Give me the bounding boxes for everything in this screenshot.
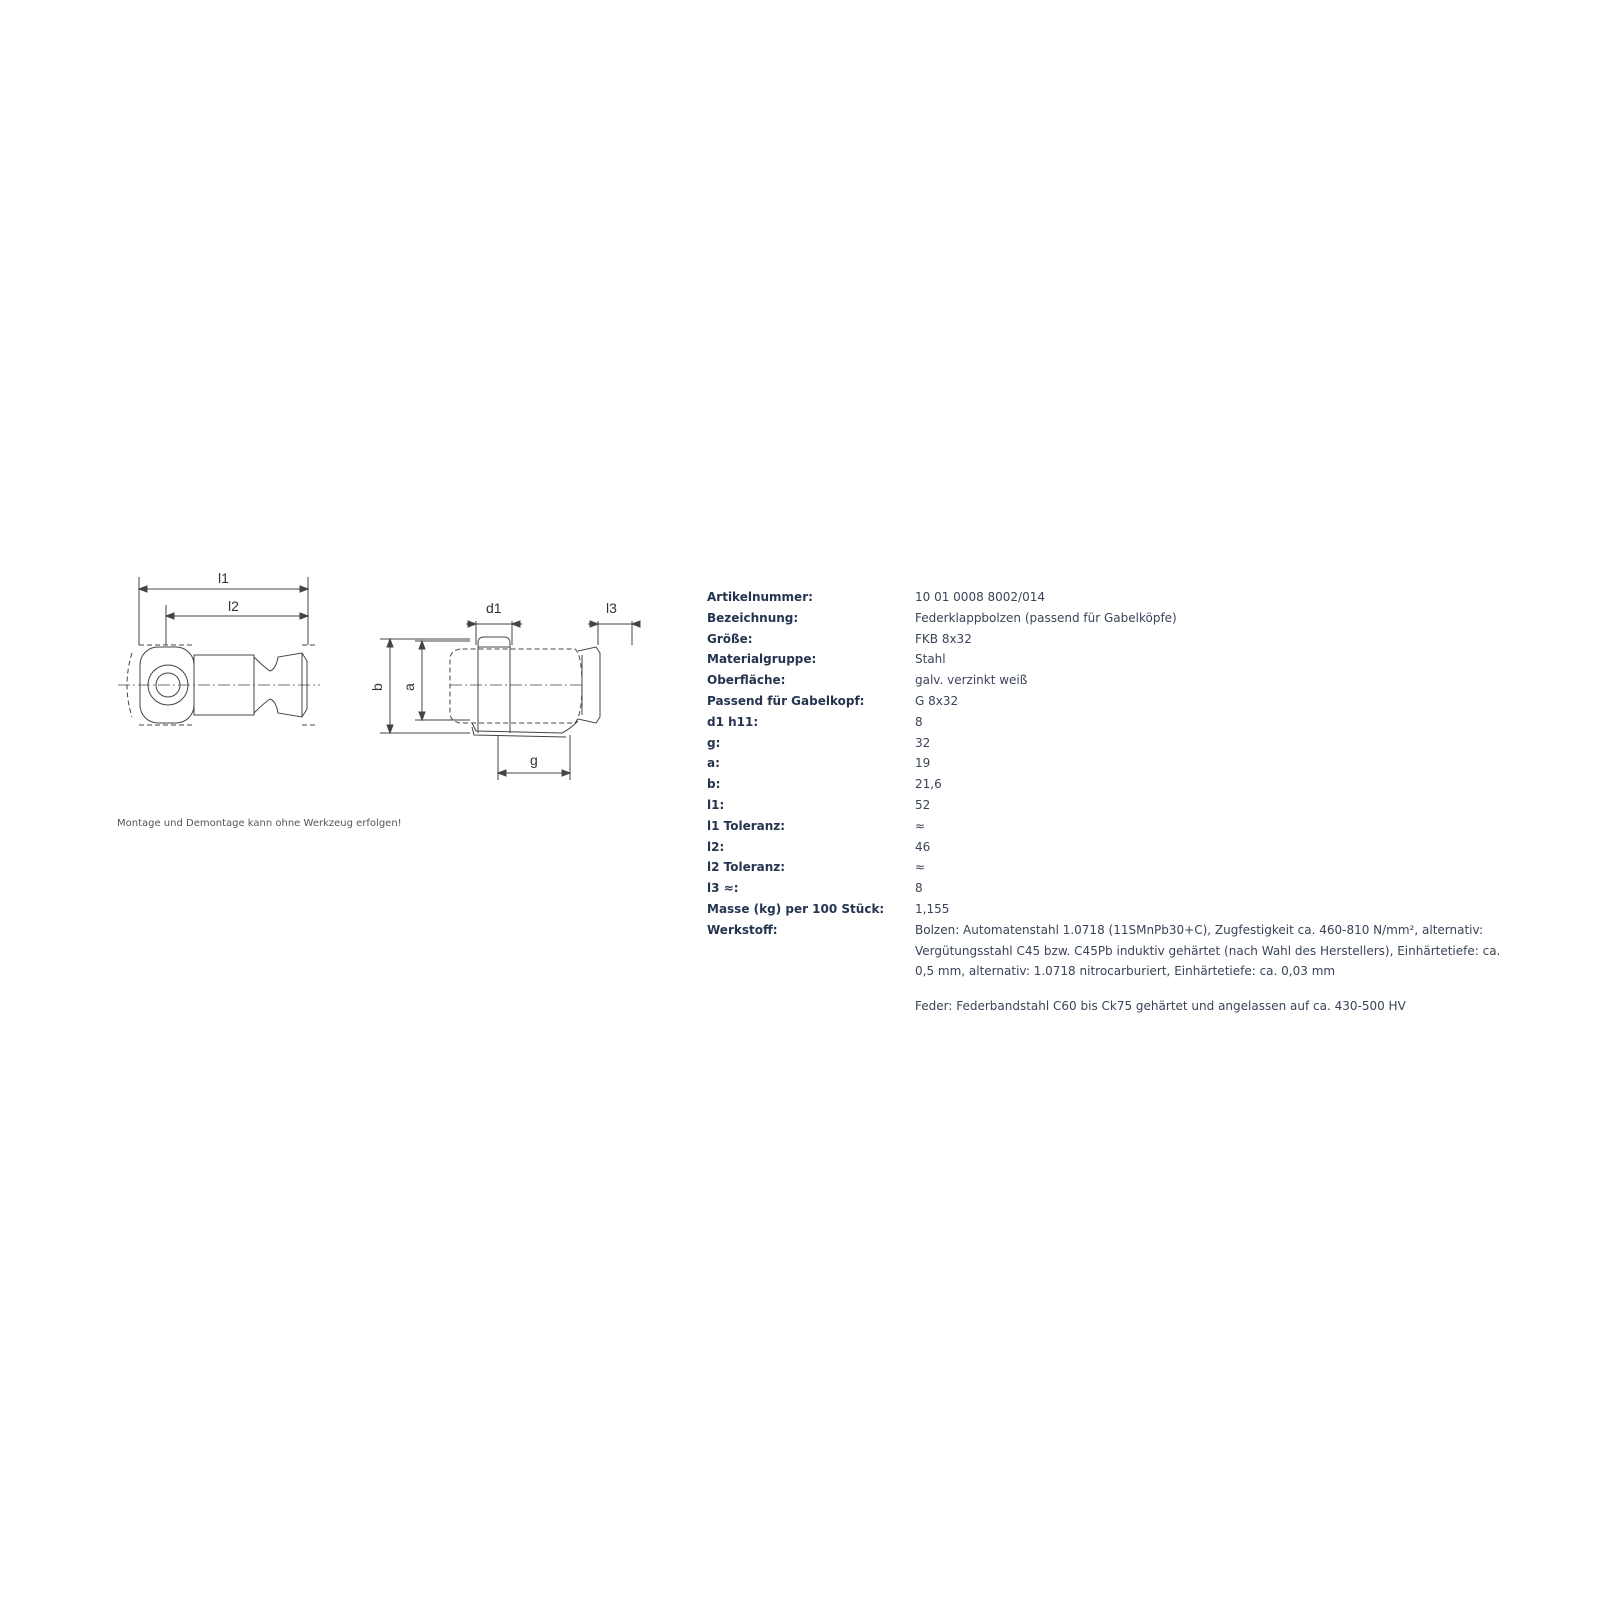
spec-label: d1 h11:: [707, 714, 759, 729]
spec-table: [707, 587, 1507, 1017]
spec-row: [707, 587, 1507, 608]
dim-label-b: b: [369, 683, 385, 691]
spec-value: Federklappbolzen (passend für Gabelköpfe): [915, 610, 1177, 625]
spec-label: g:: [707, 735, 721, 750]
spec-label: l1 Toleranz:: [707, 818, 786, 833]
spec-row: [707, 691, 1507, 712]
spec-row: [707, 857, 1507, 878]
dim-label-l3: l3: [606, 600, 617, 616]
spec-label: Artikelnummer:: [707, 590, 813, 604]
werkstoff-note: Feder: Federbandstahl C60 bis Ck75 gehärtet und angelassen auf ca. 430-500 HV: [915, 999, 1406, 1014]
spec-value: Bolzen: Automatenstahl 1.0718 (11SMnPb30+C), Zugfestigkeit ca. 460-810 N/mm², alternativ: Vergütungsstahl C45 bzw. C45Pb induktiv gehärtet (nach Wahl des Herstellers), Einhärtetiefe: ca. 0,5 mm, alternativ: 1.0718 nitrocarburiert, Einhärtetiefe: ca. 0,03 mm: [915, 922, 1501, 979]
dim-label-l2: l2: [228, 598, 239, 614]
spec-label: Passend für Gabelkopf:: [707, 693, 865, 708]
spec-value: 8: [915, 714, 923, 729]
spec-value: 52: [915, 797, 931, 812]
spec-value: 21,6: [915, 777, 942, 792]
spec-row: [707, 733, 1507, 754]
spec-row: [707, 712, 1507, 733]
spec-value: 32: [915, 735, 931, 750]
spec-row: [707, 608, 1507, 629]
dim-label-g: g: [530, 752, 538, 768]
spec-row: [707, 649, 1507, 670]
spec-row: [707, 774, 1507, 795]
dim-label-l1: l1: [218, 570, 229, 586]
spec-label: a:: [707, 756, 720, 771]
spec-value: ≈: [915, 818, 926, 833]
spec-value: ≈: [915, 860, 926, 875]
spec-value: G 8x32: [915, 693, 959, 708]
spec-row: [707, 899, 1507, 920]
spec-label: b:: [707, 777, 721, 792]
spec-label: Masse (kg) per 100 Stück:: [707, 901, 885, 916]
spec-value: 19: [915, 756, 931, 771]
dim-label-d1: d1: [486, 600, 502, 616]
drawing-caption: Montage und Demontage kann ohne Werkzeug erfolgen!: [117, 818, 402, 829]
technical-drawing: [110, 570, 617, 805]
spec-row: [707, 878, 1507, 899]
spec-label: l2 Toleranz:: [707, 860, 786, 875]
spec-value: Stahl: [915, 652, 946, 667]
spec-row: [707, 816, 1507, 837]
spec-row: [707, 753, 1507, 774]
spec-label: Werkstoff:: [707, 922, 778, 937]
spec-row: [707, 795, 1507, 816]
spec-value: 10 01 0008 8002/014: [915, 590, 1046, 604]
dim-label-a: a: [401, 683, 417, 691]
spec-row: [707, 670, 1507, 691]
spec-row: [707, 837, 1507, 858]
spec-row: [707, 629, 1507, 650]
spec-value: FKB 8x32: [915, 631, 972, 646]
spec-value: 46: [915, 839, 931, 854]
spec-value: 1,155: [915, 901, 950, 916]
spec-label: l1:: [707, 797, 725, 812]
spec-label: l2:: [707, 839, 725, 854]
spec-label: Bezeichnung:: [707, 610, 799, 625]
spec-label: l3 ≈:: [707, 881, 739, 896]
spec-value: galv. verzinkt weiß: [915, 673, 1028, 688]
spec-value: 8: [915, 881, 923, 896]
spec-label: Oberfläche:: [707, 673, 786, 688]
spec-label: Materialgruppe:: [707, 652, 817, 667]
spec-label: Größe:: [707, 631, 753, 646]
spec-row: [707, 920, 1507, 982]
